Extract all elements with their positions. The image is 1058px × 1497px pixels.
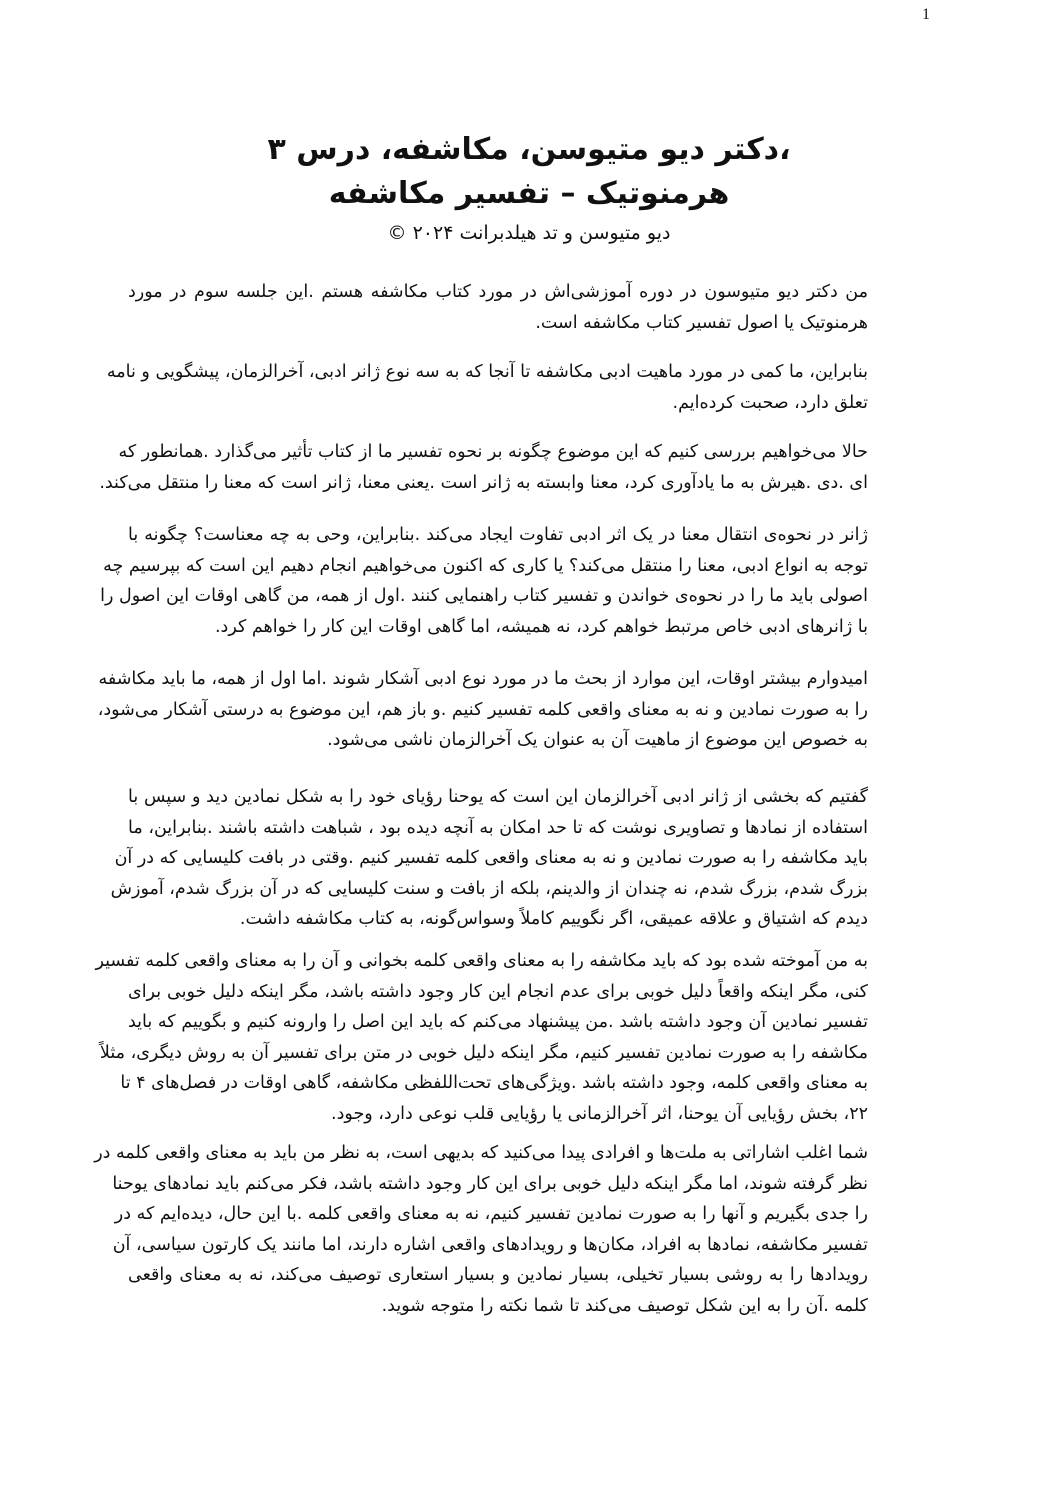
paragraph-line: کنی، مگر اینکه واقعاً دلیل خوبی برای عدم انجام این کار وجود داشته باشد، مگر اینکه دلیل خوبی برای (128, 981, 868, 1002)
paragraph-line: دیدم که اشتیاق و علاقه عمیقی، اگر نگوییم کاملاً وسواس‌گونه، به کتاب مکاشفه داشت. (239, 909, 868, 929)
paragraph-line: توجه به انواع ادبی، معنا را منتقل می‌کند؟ یا کاری که اکنون می‌خواهیم انجام دهیم این است که بپرسیم چه (103, 555, 868, 576)
paragraph-line: هرمنوتیک یا اصول تفسیر کتاب مکاشفه است. (535, 312, 868, 333)
paragraph (110, 782, 868, 935)
paragraph-line: تفسیر نمادین آن وجود داشته باشد .من پیشنهاد می‌کنم که باید این اصل را وارونه کنیم و بگوییم که باید (128, 1012, 868, 1032)
paragraph-line: رویدادها را به روشی بسیار تخیلی، بسیار نمادین و بسیار استعاری توصیف می‌کند، نه به معنای واقعی (128, 1265, 868, 1285)
paragraph (106, 357, 868, 418)
paragraph-line: تفسیر مکاشفه، نمادها به افراد، مکان‌ها و رویدادهای واقعی اشاره دارند، اما مانند یک کارتون سیاسی، آن (112, 1234, 868, 1255)
paragraph (97, 664, 868, 756)
paragraph-line: بنابراین، ما کمی در مورد ماهیت ادبی مکاشفه تا آنجا که به سه نوع ژانر ادبی، آخرالزمان، پیشگویی و نامه (106, 362, 868, 382)
paragraph-line: ژانر در نحوه‌ی انتقال معنا در یک اثر ادبی تفاوت ایجاد می‌کند .بنابراین، وحی به چه معناست؟ چگونه با (128, 525, 868, 545)
paragraph-line: مکاشفه را به صورت نمادین تفسیر کنیم، مگر اینکه دلیل خوبی در متن برای تفسیر آن به روش دیگری، مثلاً (99, 1042, 868, 1063)
paragraph-line: گفتیم که بخشی از ژانر ادبی آخرالزمان این است که یوحنا رؤیای خود را به شکل نمادین دید و سپس با (128, 787, 868, 807)
paragraph-line: به من آموخته شده بود که باید مکاشفه را به معنای واقعی کلمه بخوانی و آن را به معنای واقعی کلمه تفسیر (95, 951, 868, 971)
byline: دیو متیوسن و تد هیلدبرانت ۲۰۲۴ © (387, 222, 671, 244)
paragraph (95, 946, 868, 1129)
page-number: 1 (922, 6, 930, 23)
paragraph-line: ای .دی .هیرش به ما یادآوری کرد، معنا وابسته به ژانر است .یعنی معنا، ژانر است که معنا را منتقل می‌کند. (99, 472, 868, 493)
paragraph-line: حالا می‌خواهیم بررسی کنیم که این موضوع چگونه بر نحوه تفسیر ما از کتاب تأثیر می‌گذارد .همانطور که (118, 442, 868, 462)
paragraph-line: اصولی باید ما را در نحوه‌ی خواندن و تفسیر کتاب راهنمایی کنند .اول از همه، من گاهی اوقات این اصول را (100, 586, 868, 606)
paragraph-line: به خصوص این موضوع از ماهیت آن به عنوان یک آخرالزمان ناشی می‌شود. (327, 730, 868, 750)
paragraph-line: امیدوارم بیشتر اوقات، این موارد از بحث ما در مورد نوع ادبی آشکار شوند .اما اول از همه، ما باید مکاشفه (98, 669, 868, 689)
paragraph-line: من دکتر دیو متیوسون در دوره آموزشی‌اش در مورد کتاب مکاشفه هستم .این جلسه سوم در مورد (128, 282, 868, 302)
paragraph-line: بزرگ شدم، بزرگ شدم، نه چندان از والدینم، بلکه از بافت و سنت کلیسایی که در آن بزرگ شدم، آموزش (110, 878, 868, 899)
title-line-2: هرمنوتیک – تفسیر مکاشفه (328, 176, 730, 211)
paragraph-line: باید مکاشفه را به صورت نمادین و نه به معنای واقعی کلمه تفسیر کنیم .وقتی در بافت کلیسایی که در آن (114, 848, 868, 868)
paragraph-line: استفاده از نمادها و تصاویری نوشت که تا حد امکان به آنچه دیده بود ، شباهت داشته باشند .بنابراین، ما (128, 817, 868, 838)
paragraph-line: شما اغلب اشاراتی به ملت‌ها و افرادی پیدا می‌کنید که بدیهی است، به نظر من باید به معنای واقعی کلمه در (94, 1143, 868, 1163)
paragraph-line: نظر گرفته شوند، اما مگر اینکه دلیل خوبی برای این کار وجود داشته باشد، فکر می‌کنم باید نمادهای یوحنا (112, 1173, 868, 1194)
paragraph (94, 1138, 868, 1321)
paragraph (128, 277, 868, 338)
paragraph-line: با ژانرهای ادبی خاص مرتبط خواهم کرد، نه همیشه، اما گاهی اوقات این کار را خواهم کرد. (214, 616, 868, 637)
paragraph-line: را به صورت نمادین و نه به معنای واقعی کلمه تفسیر کنیم .و باز هم، این موضوع به درستی آشکار می‌شود، (97, 699, 868, 720)
paragraph (100, 520, 868, 642)
paragraph (99, 437, 868, 498)
title-line-1: ،دکتر دیو متیوسن، مکاشفه، درس ۳ (267, 132, 791, 167)
paragraph-line: را جدی بگیریم و آنها را به صورت نمادین تفسیر کنیم، نه به معنای واقعی کلمه .با این حال، دیده‌ایم که در (114, 1204, 868, 1224)
paragraph-line: به معنای واقعی کلمه، وجود داشته باشد .ویژگی‌های تحت‌اللفظی مکاشفه، گاهی اوقات در فصل‌های ۴ تا (120, 1073, 868, 1093)
paragraph-line: تعلق دارد، صحبت کرده‌ایم. (672, 392, 868, 413)
paragraph-line: کلمه .آن را به این شکل توصیف می‌کند تا شما نکته را متوجه شوید. (381, 1295, 868, 1316)
paragraph-line: ۲۲، بخش رؤیایی آن یوحنا، اثر آخرالزمانی یا رؤیایی قلب نوعی دارد، وجود. (331, 1103, 868, 1124)
